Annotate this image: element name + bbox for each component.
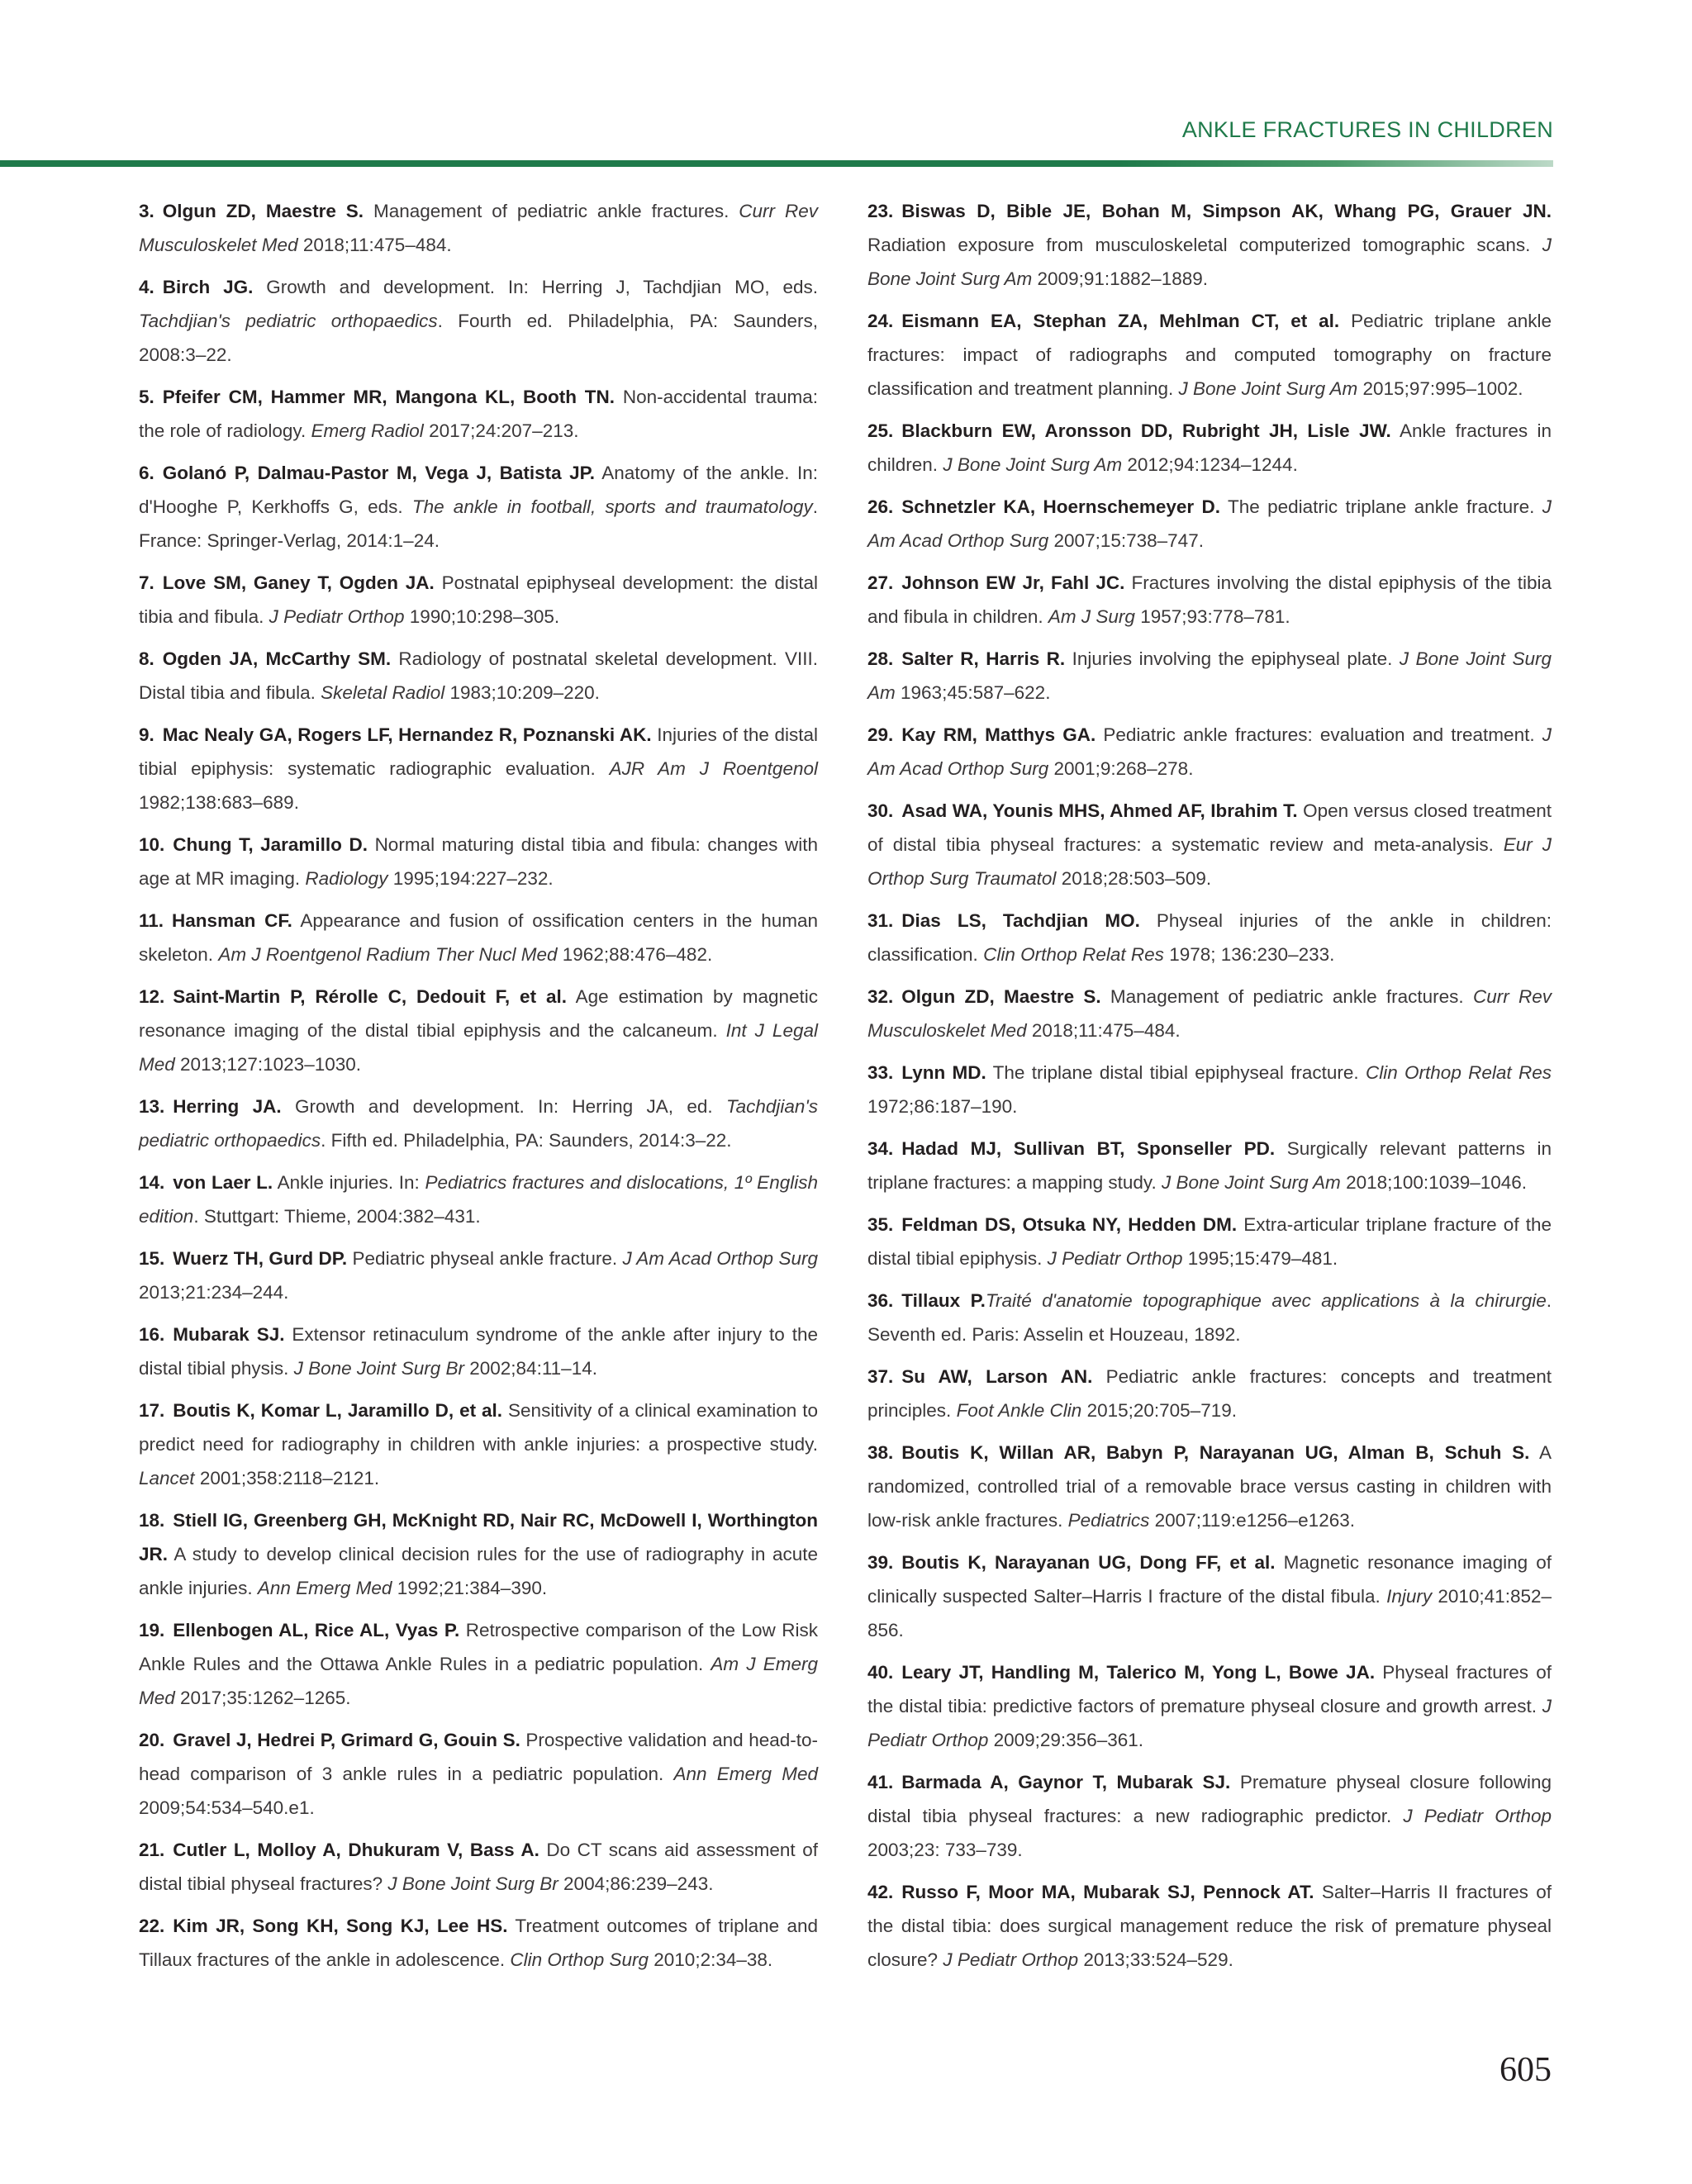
reference-title: A study to develop clinical decision rules for the use of radiography in acute ankle injuries. <box>139 1544 818 1598</box>
reference-title: Ankle fractures in children. <box>867 420 1552 475</box>
reference-details: 2007;15:738–747. <box>1053 530 1204 551</box>
reference-details: 2010;2:34–38. <box>654 1949 773 1970</box>
reference-authors: Su AW, Larson AN. <box>901 1366 1093 1387</box>
reference-authors: Dias LS, Tachdjian MO. <box>901 910 1140 931</box>
reference-item <box>867 1208 1552 1275</box>
reference-journal: J Bone Joint Surg Am <box>1178 378 1358 399</box>
reference-journal: Tachdjian's pediatric orthopaedics <box>139 1096 818 1151</box>
reference-journal: J Am Acad Orthop Surg <box>867 496 1552 551</box>
reference-number: 33. <box>867 1062 894 1083</box>
reference-number: 13. <box>139 1096 165 1117</box>
reference-item <box>867 904 1552 971</box>
reference-journal: Eur J Orthop Surg Traumatol <box>867 834 1552 889</box>
reference-journal: Clin Orthop Surg <box>510 1949 649 1970</box>
reference-title: Ankle injuries. In: <box>277 1172 420 1193</box>
reference-item <box>139 1909 818 1977</box>
reference-number: 10. <box>139 834 165 855</box>
reference-item <box>867 1875 1552 1977</box>
reference-item <box>867 1436 1552 1537</box>
reference-number: 19. <box>139 1620 165 1640</box>
reference-authors: Mubarak SJ. <box>173 1324 285 1345</box>
reference-title: The pediatric triplane ankle fracture. <box>1227 496 1535 517</box>
reference-title: Non-accidental trauma: the role of radiology. <box>139 387 818 441</box>
reference-authors: Russo F, Moor MA, Mubarak SJ, Pennock AT. <box>901 1882 1314 1902</box>
reference-details: 2002;84:11–14. <box>469 1358 597 1379</box>
reference-authors: von Laer L. <box>173 1172 273 1193</box>
reference-number: 21. <box>139 1840 165 1860</box>
reference-title: Growth and development. In: Herring J, Tachdjian MO, eds. <box>266 277 819 297</box>
reference-number: 27. <box>867 572 894 593</box>
reference-number: 8. <box>139 648 154 669</box>
reference-journal: J Am Acad Orthop Surg <box>867 724 1552 779</box>
reference-details: 2018;11:475–484. <box>302 235 452 255</box>
reference-authors: Feldman DS, Otsuka NY, Hedden DM. <box>901 1214 1238 1235</box>
reference-journal: J Bone Joint Surg Br <box>293 1358 464 1379</box>
reference-details: 2017;24:207–213. <box>429 420 579 441</box>
reference-details: . Seventh ed. Paris: Asselin et Houzeau, 1892. <box>867 1290 1552 1345</box>
reference-number: 34. <box>867 1138 894 1159</box>
header-rule <box>0 160 1553 167</box>
reference-number: 6. <box>139 463 154 483</box>
reference-details: 2009;29:356–361. <box>993 1730 1144 1750</box>
reference-authors: Olgun ZD, Maestre S. <box>901 986 1101 1007</box>
reference-number: 23. <box>867 201 894 221</box>
reference-authors: Wuerz TH, Gurd DP. <box>173 1248 348 1269</box>
reference-item <box>867 794 1552 895</box>
reference-authors: Golanó P, Dalmau-Pastor M, Vega J, Batista JP. <box>162 463 595 483</box>
reference-item <box>867 642 1552 710</box>
reference-title: The triplane distal tibial epiphyseal fracture. <box>992 1062 1359 1083</box>
reference-title: Management of pediatric ankle fractures. <box>1110 986 1464 1007</box>
reference-title: Age estimation by magnetic resonance imaging of the distal tibial epiphysis and the calcaneum. <box>139 986 818 1041</box>
reference-journal: Am J Surg <box>1048 606 1135 627</box>
reference-details: 1963;45:587–622. <box>901 682 1051 703</box>
reference-journal: Skeletal Radiol <box>321 682 445 703</box>
reference-number: 26. <box>867 496 894 517</box>
reference-number: 9. <box>139 724 154 745</box>
reference-journal: J Pediatr Orthop <box>1403 1806 1552 1826</box>
reference-journal: J Pediatr Orthop <box>1047 1248 1183 1269</box>
reference-authors: Tillaux P. <box>901 1290 986 1311</box>
reference-authors: Asad WA, Younis MHS, Ahmed AF, Ibrahim T. <box>901 800 1298 821</box>
reference-item <box>867 1765 1552 1867</box>
reference-journal: J Bone Joint Surg Am <box>1162 1172 1341 1193</box>
reference-details: . Stuttgart: Thieme, 2004:382–431. <box>193 1206 481 1227</box>
reference-title: Pediatric ankle fractures: concepts and treatment principles. <box>867 1366 1552 1421</box>
reference-authors: Gravel J, Hedrei P, Grimard G, Gouin S. <box>173 1730 520 1750</box>
reference-authors: Salter R, Harris R. <box>901 648 1066 669</box>
reference-title: Surgically relevant patterns in triplane fractures: a mapping study. <box>867 1138 1552 1193</box>
reference-item <box>867 1545 1552 1647</box>
reference-item <box>139 380 818 448</box>
reference-item <box>867 566 1552 634</box>
reference-list-left-column <box>139 194 818 1985</box>
reference-journal: Pediatrics <box>1067 1510 1150 1531</box>
reference-journal: J Bone Joint Surg Am <box>867 235 1552 289</box>
reference-details: 1992;21:384–390. <box>397 1578 548 1598</box>
reference-title: Injuries of the distal tibial epiphysis: systematic radiographic evaluation. <box>139 724 818 779</box>
reference-item <box>139 828 818 895</box>
reference-journal: Clin Orthop Relat Res <box>1365 1062 1552 1083</box>
reference-details: 2013;127:1023–1030. <box>180 1054 362 1075</box>
reference-authors: Olgun ZD, Maestre S. <box>162 201 364 221</box>
reference-details: 2009;91:1882–1889. <box>1037 268 1209 289</box>
reference-journal: Pediatrics fractures and dislocations, 1º English edition <box>139 1172 818 1227</box>
reference-authors: Ellenbogen AL, Rice AL, Vyas P. <box>173 1620 460 1640</box>
reference-item <box>867 490 1552 558</box>
reference-title: Treatment outcomes of triplane and Tillaux fractures of the ankle in adolescence. <box>139 1916 818 1970</box>
reference-item <box>139 456 818 558</box>
reference-number: 29. <box>867 724 894 745</box>
reference-authors: Leary JT, Handling M, Talerico M, Yong L, Bowe JA. <box>901 1662 1376 1683</box>
reference-details: 2018;100:1039–1046. <box>1346 1172 1528 1193</box>
reference-journal: Ann Emerg Med <box>673 1764 818 1784</box>
reference-title: Premature physeal closure following distal tibia physeal fractures: a new radiographic predictor. <box>867 1772 1552 1826</box>
reference-item <box>139 270 818 372</box>
reference-item <box>139 1166 818 1233</box>
reference-item <box>139 566 818 634</box>
reference-journal: Radiology <box>305 868 388 889</box>
reference-details: 2018;11:475–484. <box>1031 1020 1181 1041</box>
reference-journal: Curr Rev Musculoskelet Med <box>139 201 818 255</box>
reference-title: Radiation exposure from musculoskeletal computerized tomographic scans. <box>867 235 1531 255</box>
reference-authors: Cutler L, Molloy A, Dhukuram V, Bass A. <box>173 1840 539 1860</box>
reference-number: 20. <box>139 1730 165 1750</box>
reference-journal: J Pediatr Orthop <box>269 606 405 627</box>
reference-title: Salter–Harris II fractures of the distal tibia: does surgical management reduce the risk of premature physeal closure? <box>867 1882 1552 1970</box>
reference-item <box>139 718 818 819</box>
reference-number: 17. <box>139 1400 165 1421</box>
reference-authors: Ogden JA, McCarthy SM. <box>162 648 392 669</box>
reference-number: 31. <box>867 910 894 931</box>
reference-authors: Birch JG. <box>162 277 254 297</box>
reference-details: 2013;21:234–244. <box>139 1282 289 1303</box>
reference-details: 2017;35:1262–1265. <box>180 1688 351 1708</box>
reference-journal: Clin Orthop Relat Res <box>983 944 1164 965</box>
reference-authors: Mac Nealy GA, Rogers LF, Hernandez R, Poznanski AK. <box>162 724 652 745</box>
reference-number: 18. <box>139 1510 165 1531</box>
reference-journal: The ankle in football, sports and traumatology <box>411 496 813 517</box>
reference-details: 1983;10:209–220. <box>449 682 600 703</box>
reference-details: 2015;97:995–1002. <box>1362 378 1523 399</box>
reference-journal: Traité d'anatomie topographique avec applications à la chirurgie <box>985 1290 1547 1311</box>
reference-title: Extra-articular triplane fracture of the distal tibial epiphysis. <box>867 1214 1552 1269</box>
reference-number: 22. <box>139 1916 165 1936</box>
reference-item <box>139 642 818 710</box>
reference-details: 2004;86:239–243. <box>563 1873 714 1894</box>
reference-item <box>139 904 818 971</box>
reference-item <box>139 1613 818 1715</box>
reference-journal: J Bone Joint Surg Am <box>867 648 1552 703</box>
reference-title: Pediatric physeal ankle fracture. <box>352 1248 618 1269</box>
reference-title: Fractures involving the distal epiphysis of the tibia and fibula in children. <box>867 572 1552 627</box>
reference-title: Retrospective comparison of the Low Risk Ankle Rules and the Ottawa Ankle Rules in a pediatric population. <box>139 1620 818 1674</box>
reference-number: 35. <box>867 1214 894 1235</box>
reference-journal: Curr Rev Musculoskelet Med <box>867 986 1552 1041</box>
reference-details: 2001;9:268–278. <box>1053 758 1194 779</box>
reference-number: 40. <box>867 1662 894 1683</box>
reference-number: 42. <box>867 1882 894 1902</box>
reference-title: Postnatal epiphyseal development: the distal tibia and fibula. <box>139 572 818 627</box>
reference-journal: Emerg Radiol <box>311 420 424 441</box>
reference-details: 2012;94:1234–1244. <box>1127 454 1298 475</box>
reference-item <box>139 1723 818 1825</box>
reference-title: Magnetic resonance imaging of clinically suspected Salter–Harris I fracture of the distal fibula. <box>867 1552 1552 1607</box>
reference-journal: Int J Legal Med <box>139 1020 818 1075</box>
reference-authors: Herring JA. <box>173 1096 282 1117</box>
reference-details: 1995;194:227–232. <box>392 868 554 889</box>
reference-details: 1995;15:479–481. <box>1187 1248 1338 1269</box>
reference-authors: Pfeifer CM, Hammer MR, Mangona KL, Booth TN. <box>162 387 615 407</box>
reference-title: A randomized, controlled trial of a removable brace versus casting in children with low-risk ankle fractures. <box>867 1442 1552 1531</box>
reference-item <box>867 304 1552 406</box>
reference-authors: Boutis K, Narayanan UG, Dong FF, et al. <box>901 1552 1276 1573</box>
reference-authors: Chung T, Jaramillo D. <box>173 834 368 855</box>
reference-details: 1982;138:683–689. <box>139 792 299 813</box>
reference-details: 2013;33:524–529. <box>1083 1949 1233 1970</box>
reference-number: 32. <box>867 986 894 1007</box>
reference-number: 37. <box>867 1366 894 1387</box>
reference-title: Open versus closed treatment of distal tibia physeal fractures: a systematic review and meta-analysis. <box>867 800 1552 855</box>
reference-authors: Hansman CF. <box>172 910 292 931</box>
reference-authors: Schnetzler KA, Hoernschemeyer D. <box>901 496 1221 517</box>
reference-journal: Am J Roentgenol Radium Ther Nucl Med <box>218 944 558 965</box>
reference-item <box>139 1090 818 1157</box>
reference-item <box>139 1833 818 1901</box>
running-title: ANKLE FRACTURES IN CHILDREN <box>1181 117 1553 142</box>
reference-details: 1962;88:476–482. <box>562 944 713 965</box>
reference-details: 1972;86:187–190. <box>867 1096 1018 1117</box>
reference-details: . Fourth ed. Philadelphia, PA: Saunders, 2008:3–22. <box>139 311 818 365</box>
reference-authors: Boutis K, Komar L, Jaramillo D, et al. <box>173 1400 503 1421</box>
reference-list-right-column <box>867 194 1552 1985</box>
reference-journal: J Bone Joint Surg Am <box>943 454 1123 475</box>
reference-details: 2010;41:852–856. <box>867 1586 1552 1640</box>
reference-journal: Tachdjian's pediatric orthopaedics <box>139 311 438 331</box>
reference-authors: Stiell IG, Greenberg GH, McKnight RD, Nair RC, McDowell I, Worthington JR. <box>139 1510 818 1564</box>
reference-title: Pediatric triplane ankle fractures: impact of radiographs and computed tomography on fracture classification and treatment planning. <box>867 311 1552 399</box>
reference-authors: Love SM, Ganey T, Ogden JA. <box>162 572 435 593</box>
reference-number: 36. <box>867 1290 894 1311</box>
reference-details: 2007;119:e1256–e1263. <box>1154 1510 1355 1531</box>
reference-number: 14. <box>139 1172 165 1193</box>
reference-title: Injuries involving the epiphyseal plate. <box>1072 648 1393 669</box>
reference-title: Physeal fractures of the distal tibia: predictive factors of premature physeal closure and growth arrest. <box>867 1662 1552 1716</box>
reference-details: 2003;23: 733–739. <box>867 1840 1023 1860</box>
reference-item <box>867 718 1552 786</box>
reference-title: Extensor retinaculum syndrome of the ankle after injury to the distal tibial physis. <box>139 1324 818 1379</box>
reference-number: 4. <box>139 277 154 297</box>
reference-number: 3. <box>139 201 154 221</box>
reference-item <box>867 194 1552 296</box>
reference-title: Management of pediatric ankle fractures. <box>373 201 730 221</box>
reference-authors: Boutis K, Willan AR, Babyn P, Narayanan UG, Alman B, Schuh S. <box>901 1442 1530 1463</box>
reference-number: 24. <box>867 311 894 331</box>
reference-item <box>867 1284 1552 1351</box>
reference-number: 25. <box>867 420 894 441</box>
reference-details: 2015;20:705–719. <box>1086 1400 1237 1421</box>
reference-journal: AJR Am J Roentgenol <box>609 758 818 779</box>
reference-item <box>867 1132 1552 1199</box>
reference-item <box>139 1503 818 1605</box>
reference-title: Normal maturing distal tibia and fibula: changes with age at MR imaging. <box>139 834 818 889</box>
reference-journal: J Am Acad Orthop Surg <box>622 1248 818 1269</box>
reference-authors: Eismann EA, Stephan ZA, Mehlman CT, et al. <box>901 311 1340 331</box>
reference-number: 39. <box>867 1552 894 1573</box>
reference-item <box>139 1393 818 1495</box>
reference-number: 30. <box>867 800 894 821</box>
reference-item <box>139 1242 818 1309</box>
reference-authors: Kay RM, Matthys GA. <box>901 724 1096 745</box>
reference-title: Prospective validation and head-to-head comparison of 3 ankle rules in a pediatric population. <box>139 1730 818 1784</box>
reference-number: 5. <box>139 387 154 407</box>
reference-journal: Injury <box>1386 1586 1433 1607</box>
reference-item <box>139 1318 818 1385</box>
reference-details: 2001;358:2118–2121. <box>199 1468 380 1488</box>
reference-number: 38. <box>867 1442 894 1463</box>
reference-title: Growth and development. In: Herring JA, ed. <box>294 1096 713 1117</box>
reference-journal: J Pediatr Orthop <box>943 1949 1079 1970</box>
reference-journal: J Pediatr Orthop <box>867 1696 1552 1750</box>
reference-item <box>867 980 1552 1047</box>
reference-authors: Biswas D, Bible JE, Bohan M, Simpson AK, Whang PG, Grauer JN. <box>901 201 1552 221</box>
reference-authors: Hadad MJ, Sullivan BT, Sponseller PD. <box>901 1138 1276 1159</box>
page-number: 605 <box>1500 2051 1552 2089</box>
reference-item <box>139 980 818 1081</box>
reference-item <box>867 1056 1552 1123</box>
reference-details: 2009;54:534–540.e1. <box>139 1797 315 1818</box>
reference-authors: Saint-Martin P, Rérolle C, Dedouit F, et al. <box>173 986 567 1007</box>
reference-title: Sensitivity of a clinical examination to predict need for radiography in children with ankle injuries: a prospective study. <box>139 1400 818 1455</box>
reference-details: 1978; 136:230–233. <box>1169 944 1335 965</box>
reference-details: 1990;10:298–305. <box>409 606 560 627</box>
reference-title: Do CT scans aid assessment of distal tibial physeal fractures? <box>139 1840 818 1894</box>
reference-number: 15. <box>139 1248 165 1269</box>
reference-item <box>139 194 818 262</box>
reference-authors: Barmada A, Gaynor T, Mubarak SJ. <box>901 1772 1231 1792</box>
reference-title: Anatomy of the ankle. In: d'Hooghe P, Kerkhoffs G, eds. <box>139 463 818 517</box>
reference-item <box>867 1360 1552 1427</box>
reference-number: 16. <box>139 1324 165 1345</box>
reference-journal: Lancet <box>139 1468 195 1488</box>
reference-number: 7. <box>139 572 154 593</box>
reference-authors: Blackburn EW, Aronsson DD, Rubright JH, Lisle JW. <box>901 420 1391 441</box>
reference-item <box>867 414 1552 482</box>
reference-number: 28. <box>867 648 894 669</box>
reference-journal: J Bone Joint Surg Br <box>387 1873 558 1894</box>
reference-number: 12. <box>139 986 165 1007</box>
reference-number: 41. <box>867 1772 894 1792</box>
reference-details: 2018;28:503–509. <box>1061 868 1212 889</box>
reference-title: Physeal injuries of the ankle in children: classification. <box>867 910 1552 965</box>
reference-details: . Fifth ed. Philadelphia, PA: Saunders, 2014:3–22. <box>321 1130 732 1151</box>
reference-journal: Ann Emerg Med <box>257 1578 392 1598</box>
reference-authors: Lynn MD. <box>901 1062 986 1083</box>
reference-journal: Foot Ankle Clin <box>956 1400 1082 1421</box>
reference-title: Appearance and fusion of ossification centers in the human skeleton. <box>139 910 818 965</box>
reference-title: Radiology of postnatal skeletal development. VIII. Distal tibia and fibula. <box>139 648 818 703</box>
reference-title: Pediatric ankle fractures: evaluation and treatment. <box>1103 724 1535 745</box>
reference-journal: Am J Emerg Med <box>139 1654 818 1708</box>
reference-authors: Kim JR, Song KH, Song KJ, Lee HS. <box>173 1916 508 1936</box>
reference-details: . France: Springer-Verlag, 2014:1–24. <box>139 496 818 551</box>
reference-number: 11. <box>139 910 164 931</box>
reference-authors: Johnson EW Jr, Fahl JC. <box>901 572 1125 593</box>
reference-details: 1957;93:778–781. <box>1140 606 1290 627</box>
reference-item <box>867 1655 1552 1757</box>
